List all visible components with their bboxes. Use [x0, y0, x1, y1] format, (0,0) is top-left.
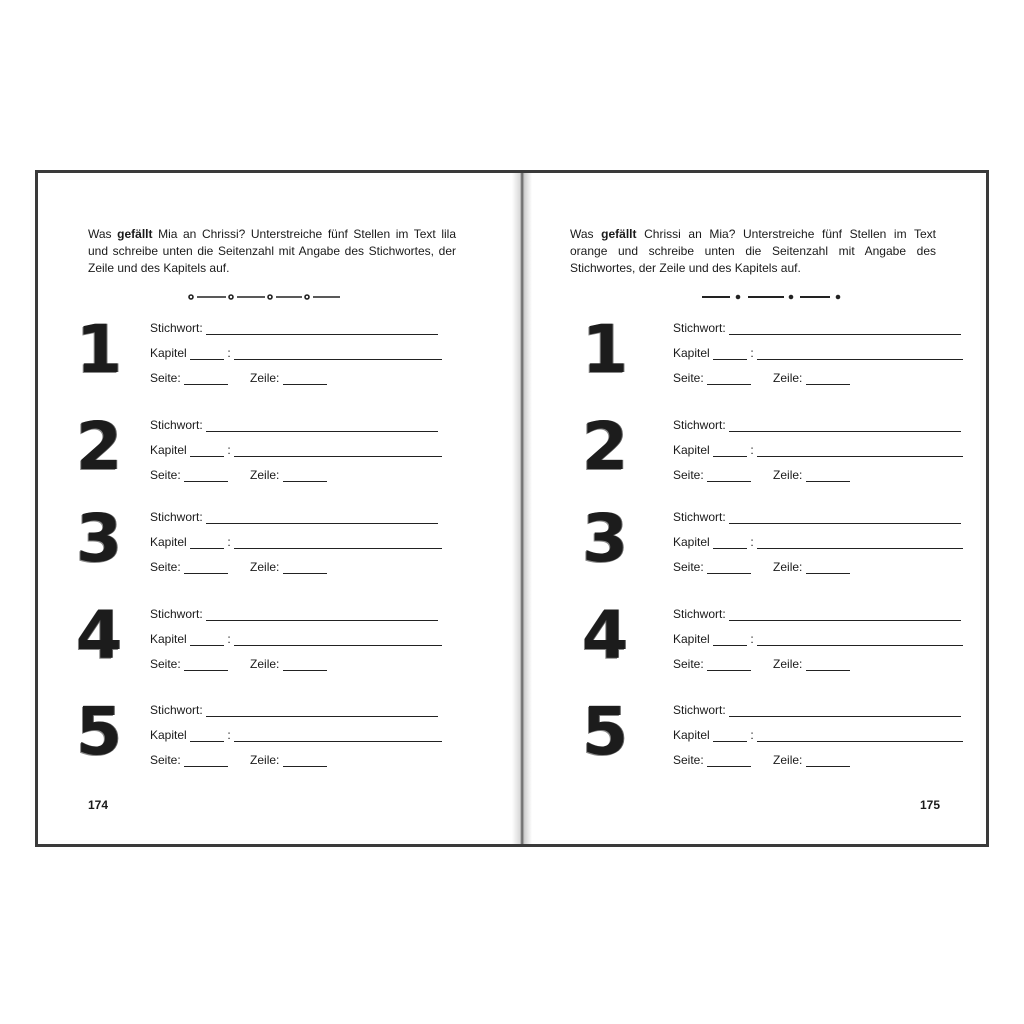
keyword-label: Stichwort:	[673, 418, 726, 432]
keyword-label: Stichwort:	[673, 321, 726, 335]
page-label: Seite:	[150, 468, 181, 482]
chapter-row	[673, 535, 963, 549]
entry-2	[582, 408, 942, 498]
chapter-title-blank[interactable]	[234, 536, 442, 549]
entry-1	[582, 311, 942, 401]
entry-number: 4	[76, 597, 122, 674]
keyword-blank[interactable]	[206, 608, 438, 621]
chapter-title-blank[interactable]	[757, 536, 963, 549]
right-page	[532, 173, 986, 844]
keyword-row	[150, 321, 438, 335]
chapter-title-blank[interactable]	[757, 729, 963, 742]
keyword-blank[interactable]	[729, 608, 961, 621]
colon: :	[227, 346, 231, 360]
chapter-label: Kapitel	[150, 535, 187, 549]
chapter-title-blank[interactable]	[234, 633, 442, 646]
page-label: Seite:	[673, 657, 704, 671]
intro-text: Chrissi an Mia? Unterstreiche fünf Stellen im Text orange und schreibe unten die Seitenzahl mit Angabe des Stichwortes, der Zeile und des Kapitels auf.	[570, 227, 936, 275]
page-blank[interactable]	[707, 561, 751, 574]
entry-number: 5	[582, 693, 628, 770]
keyword-blank[interactable]	[729, 419, 961, 432]
entry-2	[76, 408, 456, 498]
line-label: Zeile:	[773, 753, 803, 767]
page-line-row	[150, 468, 327, 482]
chapter-label: Kapitel	[673, 535, 710, 549]
keyword-row	[150, 703, 438, 717]
page-blank[interactable]	[184, 469, 228, 482]
colon: :	[750, 535, 754, 549]
right-instructions	[570, 226, 936, 277]
colon: :	[750, 632, 754, 646]
colon: :	[227, 443, 231, 457]
keyword-row	[673, 703, 961, 717]
entry-number: 4	[582, 597, 628, 674]
chapter-blank[interactable]	[190, 633, 224, 646]
keyword-row	[150, 418, 438, 432]
chapter-row	[673, 728, 963, 742]
page-label: Seite:	[150, 371, 181, 385]
entry-number: 2	[76, 408, 122, 485]
line-label: Zeile:	[250, 560, 280, 574]
keyword-row	[150, 510, 438, 524]
page-blank[interactable]	[707, 754, 751, 767]
entry-5	[76, 693, 456, 783]
keyword-blank[interactable]	[729, 704, 961, 717]
page-line-row	[673, 753, 850, 767]
colon: :	[227, 632, 231, 646]
entry-4	[76, 597, 456, 687]
intro-text: Was	[88, 227, 118, 241]
intro-text: Was	[570, 227, 602, 241]
keyword-label: Stichwort:	[673, 703, 726, 717]
entry-number: 3	[582, 500, 628, 577]
entry-number: 1	[582, 311, 628, 388]
keyword-label: Stichwort:	[673, 510, 726, 524]
keyword-row	[673, 510, 961, 524]
keyword-row	[673, 607, 961, 621]
left-instructions	[88, 226, 456, 277]
chapter-blank[interactable]	[190, 444, 224, 457]
chapter-blank[interactable]	[713, 536, 747, 549]
chapter-blank[interactable]	[190, 347, 224, 360]
page-label: Seite:	[150, 657, 181, 671]
keyword-blank[interactable]	[206, 511, 438, 524]
keyword-blank[interactable]	[206, 704, 438, 717]
chapter-row	[150, 346, 442, 360]
line-label: Zeile:	[773, 468, 803, 482]
book-gutter	[512, 173, 532, 844]
keyword-blank[interactable]	[206, 322, 438, 335]
chapter-label: Kapitel	[673, 443, 710, 457]
line-label: Zeile:	[250, 657, 280, 671]
entry-number: 2	[582, 408, 628, 485]
keyword-label: Stichwort:	[150, 418, 203, 432]
line-blank[interactable]	[283, 658, 327, 671]
chapter-title-blank[interactable]	[757, 633, 963, 646]
ornament-divider	[700, 292, 842, 302]
ornament-divider	[188, 292, 342, 302]
entry-5	[582, 693, 942, 783]
page-blank[interactable]	[184, 754, 228, 767]
chapter-label: Kapitel	[150, 346, 187, 360]
line-label: Zeile:	[250, 753, 280, 767]
line-label: Zeile:	[773, 560, 803, 574]
chapter-label: Kapitel	[673, 346, 710, 360]
intro-bold: gefällt	[601, 227, 637, 241]
page-line-row	[673, 371, 850, 385]
chapter-row	[150, 443, 442, 457]
chapter-label: Kapitel	[673, 728, 710, 742]
keyword-label: Stichwort:	[673, 607, 726, 621]
page-line-row	[150, 753, 327, 767]
chapter-title-blank[interactable]	[234, 347, 442, 360]
entry-number: 3	[76, 500, 122, 577]
chapter-title-blank[interactable]	[234, 444, 442, 457]
entry-3	[582, 500, 942, 590]
keyword-row	[673, 321, 961, 335]
page-label: Seite:	[673, 468, 704, 482]
entry-4	[582, 597, 942, 687]
line-blank[interactable]	[806, 469, 850, 482]
chapter-blank[interactable]	[190, 729, 224, 742]
page-label: Seite:	[673, 753, 704, 767]
chapter-blank[interactable]	[713, 444, 747, 457]
intro-bold: gefällt	[117, 227, 153, 241]
page-blank[interactable]	[184, 658, 228, 671]
colon: :	[750, 346, 754, 360]
page-label: Seite:	[673, 560, 704, 574]
chapter-blank[interactable]	[190, 536, 224, 549]
chapter-row	[673, 443, 963, 457]
entry-number: 1	[76, 311, 122, 388]
page-blank[interactable]	[707, 658, 751, 671]
keyword-row	[673, 418, 961, 432]
intro-text: Mia an Chrissi? Unterstreiche fünf Stellen im Text lila und schreibe unten die Seitenzahl mit Angabe des Stichwortes, der Zeile und des Kapitels auf.	[88, 227, 457, 275]
chapter-label: Kapitel	[150, 632, 187, 646]
page-line-row	[673, 468, 850, 482]
page-blank[interactable]	[184, 372, 228, 385]
chapter-title-blank[interactable]	[757, 347, 963, 360]
page-label: Seite:	[150, 560, 181, 574]
chapter-label: Kapitel	[150, 443, 187, 457]
entry-1	[76, 311, 456, 401]
chapter-row	[150, 728, 442, 742]
page-line-row	[673, 560, 850, 574]
colon: :	[750, 728, 754, 742]
line-blank[interactable]	[806, 754, 850, 767]
page-line-row	[673, 657, 850, 671]
keyword-label: Stichwort:	[150, 510, 203, 524]
left-page	[38, 173, 512, 844]
page-label: Seite:	[150, 753, 181, 767]
keyword-label: Stichwort:	[150, 703, 203, 717]
line-blank[interactable]	[283, 469, 327, 482]
page-blank[interactable]	[707, 469, 751, 482]
entry-3	[76, 500, 456, 590]
keyword-label: Stichwort:	[150, 321, 203, 335]
colon: :	[750, 443, 754, 457]
page-line-row	[150, 560, 327, 574]
open-book	[35, 170, 989, 847]
page-blank[interactable]	[184, 561, 228, 574]
line-blank[interactable]	[806, 372, 850, 385]
line-label: Zeile:	[773, 657, 803, 671]
chapter-label: Kapitel	[150, 728, 187, 742]
chapter-title-blank[interactable]	[757, 444, 963, 457]
page-line-row	[150, 371, 327, 385]
chapter-label: Kapitel	[673, 632, 710, 646]
chapter-blank[interactable]	[713, 633, 747, 646]
page-label: Seite:	[673, 371, 704, 385]
page-number: 174	[88, 798, 109, 812]
line-blank[interactable]	[283, 561, 327, 574]
chapter-blank[interactable]	[713, 347, 747, 360]
line-label: Zeile:	[250, 371, 280, 385]
entry-number: 5	[76, 693, 122, 770]
chapter-blank[interactable]	[713, 729, 747, 742]
chapter-title-blank[interactable]	[234, 729, 442, 742]
keyword-blank[interactable]	[206, 419, 438, 432]
line-blank[interactable]	[283, 372, 327, 385]
page-blank[interactable]	[707, 372, 751, 385]
line-blank[interactable]	[806, 658, 850, 671]
chapter-row	[673, 632, 963, 646]
line-label: Zeile:	[773, 371, 803, 385]
chapter-row	[150, 632, 442, 646]
line-blank[interactable]	[283, 754, 327, 767]
line-label: Zeile:	[250, 468, 280, 482]
keyword-blank[interactable]	[729, 322, 961, 335]
colon: :	[227, 535, 231, 549]
page-line-row	[150, 657, 327, 671]
line-blank[interactable]	[806, 561, 850, 574]
keyword-blank[interactable]	[729, 511, 961, 524]
colon: :	[227, 728, 231, 742]
chapter-row	[150, 535, 442, 549]
chapter-row	[673, 346, 963, 360]
page-number: 175	[920, 798, 941, 812]
keyword-row	[150, 607, 438, 621]
keyword-label: Stichwort:	[150, 607, 203, 621]
